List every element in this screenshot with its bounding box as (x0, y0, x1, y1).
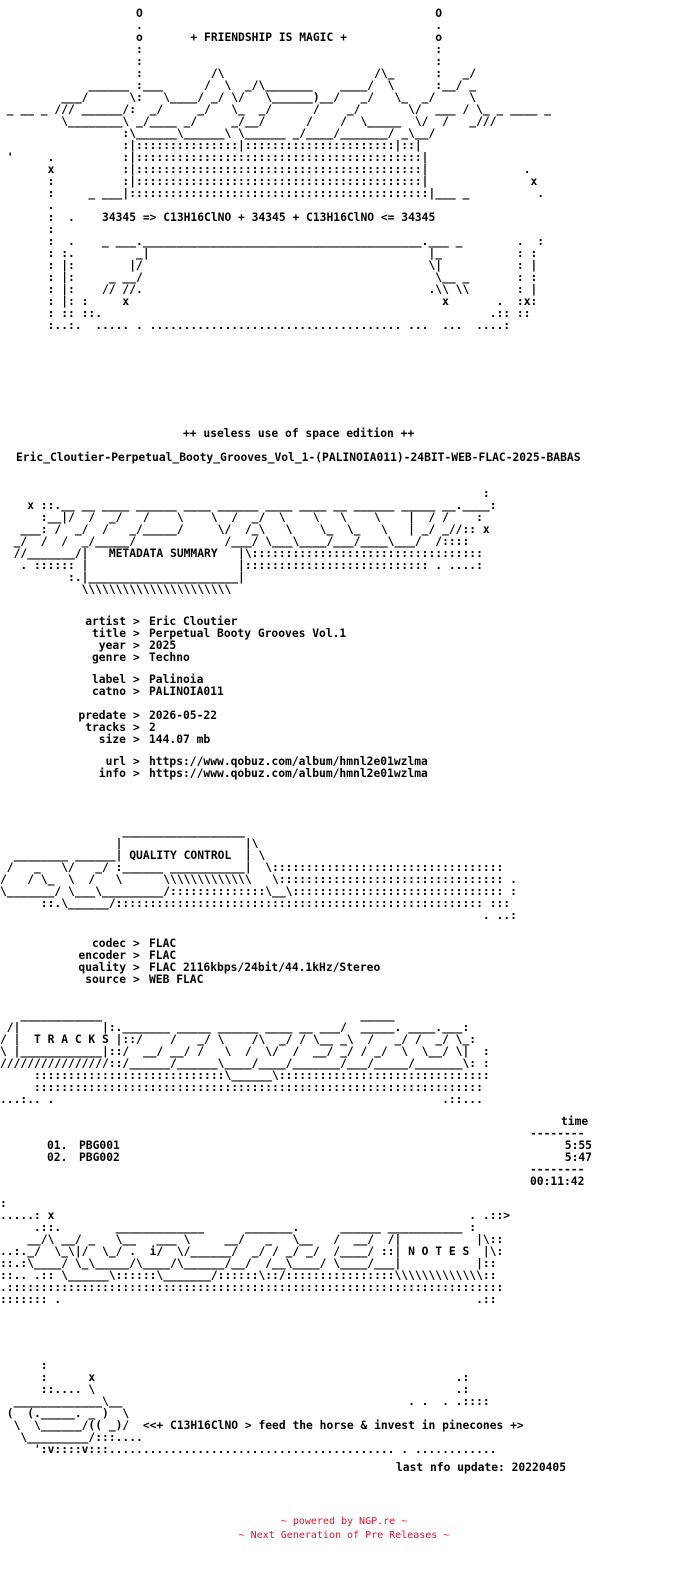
header-ascii-art: O O . . o + FRIENDSHIP IS MAGIC + o : : : : : /\ /\_ : _/ ______ :___ / \ _/\_______ ____/ \ :__/ _ ___/ \: \____/ _/ \/ \______)__/ _/ \_ _/ \ _ __ _ /// ______/: _/ _/ \_ _/ / _/ \/ ___ / \_ _ ____ _ \________\ _/____ _/ _/__/ / / \_____ \/ / _/// :\______\______\ \______ _/____/_______/ _\__/ :|:::::::::::::::|::::::::::::::::::::::|::| ' . :|::::::::::::::::::::::::::::::::::::::::::| x :|::::::::::::::::::::::::::::::::::::::::::| . : :|::::::::::::::::::::::::::::::::::::::::::| x : _ ___|::::::::::::::::::::::::::::::::::::::::::::|___ _ . . : . 34345 => C13H16ClNO + 34345 + C13H16ClNO <= 34345 : : . _ ___._________________________________________.___ _ . : : :. _| |_ : : : |: |/ \| : | : |: _ __/ \__ _ : : : |: // //. .\\ \\ : | : |: : x x . :x: : :: ::. .:: :: :..:. ..... . ..................................... ... ... ....: (6, 7, 551, 332)
meta-key-genre: genre (91, 651, 126, 664)
meta-value-year: 2025 (149, 639, 177, 652)
footer-tagline-text: ~ Next Generation of Pre Releases ~ (238, 1530, 450, 1541)
meta-separator: > (133, 627, 140, 640)
meta-value-info[interactable]: https://www.qobuz.com/album/hmnl2e01wzlma (149, 767, 428, 780)
meta-separator: > (133, 767, 140, 780)
track-number: 01. (47, 1139, 68, 1152)
quality-key-encoder: encoder (78, 949, 126, 962)
meta-key-year: year (98, 639, 126, 652)
quality-key-codec: codec (91, 937, 126, 950)
meta-value-catno: PALINOIA011 (149, 685, 224, 698)
track-title: PBG002 (79, 1151, 120, 1164)
meta-key-size: size (98, 733, 126, 746)
meta-key-url: url (105, 755, 126, 768)
meta-separator: > (133, 615, 140, 628)
quality-key-quality: quality (78, 961, 126, 974)
meta-separator: > (133, 709, 140, 722)
tracks-total-rule: -------- (530, 1163, 585, 1176)
quality-value-source: WEB FLAC (149, 973, 204, 986)
tracks-time-header: time (561, 1115, 589, 1128)
meta-value-genre: Techno (149, 651, 190, 664)
meta-value-url[interactable]: https://www.qobuz.com/album/hmnl2e01wzlma (149, 755, 428, 768)
meta-key-info: info (98, 767, 126, 780)
meta-separator: > (133, 639, 140, 652)
notes-footer-art: : : x .: ::.... \ .: _____________\__ . . . .:::: ( (._____. _ ) \ \ \______/(( _)/ <<+ C13H16ClNO > feed the horse & invest in pinecones +> \_________/:::.... ':v::::v:::.......................................... . ............ (6, 1359, 524, 1456)
ngp-link[interactable]: ~ powered by NGP.re ~ (280, 1516, 408, 1527)
meta-value-label: Palinoia (149, 673, 204, 686)
meta-key-artist: artist (85, 615, 126, 628)
tracks-total-time: 00:11:42 (530, 1175, 585, 1188)
track-time: 5:55 (564, 1139, 592, 1152)
quality-separator: > (133, 973, 140, 986)
meta-key-tracks: tracks (85, 721, 126, 734)
meta-value-title: Perpetual Booty Grooves Vol.1 (149, 627, 347, 640)
track-time: 5:47 (564, 1151, 592, 1164)
meta-separator: > (133, 721, 140, 734)
footer-tagline (0, 1530, 688, 1542)
edition-line: ++ useless use of space edition ++ (183, 427, 415, 440)
meta-value-predate: 2026-05-22 (149, 709, 218, 722)
quality-value-codec: FLAC (149, 937, 177, 950)
meta-separator: > (133, 651, 140, 664)
tracks-time-rule: -------- (530, 1127, 585, 1140)
quality-separator: > (133, 949, 140, 962)
meta-value-size: 144.07 mb (149, 733, 211, 746)
meta-separator: > (133, 673, 140, 686)
meta-separator: > (133, 755, 140, 768)
quality-control-banner: __________________ | |\ ________ ______| QUALITY CONTROL | \ / _ \/ _/ :______ ___________| \:::::::::::::::::::::::::::::::::: / / \_ \ / \ \\\\\\\\\\\\\ \::::::::::::::::::::::::::::::::: . \_______/ \___\_________/::::::::::::::\__\::::::::::::::::::::::::::::::: : ::.\______/:::::::::::::::::::::::::::::::::::::::::::::::::::::: ::: . ..: (0, 825, 517, 922)
meta-key-title: title (91, 627, 126, 640)
track-title: PBG001 (79, 1139, 120, 1152)
tracks-banner: ____________ _____ /| |:._______ _____ ______ ____ __ ___/ _____. ____.___: / | T R A C K S |::/ / _/ \ /\ _/ / \__ _\ / _/ / _/ \_: \ |____________|::/ __/ __/ / \ / \/ / __/ _/ / _/ \ \__/ \| : ////////////////::/______/______\____/____/_______/___/_____/_______\: : ::::::::::::::::::::::::::::\______\::::::::::::::::::::::::::::::: :::::::::::::::::::::::::::::::::::::::::::::::::::::::::::::::::: ...:.. . .::... (0, 1009, 490, 1106)
quality-key-source: source (85, 973, 126, 986)
meta-separator: > (133, 733, 140, 746)
metadata-summary-banner: : x ::.__ __ ____ ______ ____ ______ ____ ____ __ ______ _____ __.____: :__|/ / _/ / \ \ / _/ \ \ \ \ | / / : ___: / _/ / _/_____/ \/ /_\ \ \_ \_ \ | _/ _//:: x _/ / / _/_____/ /___/ \___\____/___/____\___/ /:::: //_______/| METADATA SUMMARY |\:::::::::::::::::::::::::::::::::: . :::::: | |::::::::::::::::::::::::::: . ....: :.|______________________| \\\\\\\\\\\\\\\\\\\\\\ (13, 487, 497, 596)
meta-key-catno: catno (91, 685, 126, 698)
footer-powered-by[interactable] (0, 1516, 688, 1528)
last-update: last nfo update: 20220405 (396, 1461, 567, 1474)
meta-value-artist: Eric Cloutier (149, 615, 238, 628)
quality-separator: > (133, 961, 140, 974)
meta-key-label: label (91, 673, 126, 686)
meta-key-predate: predate (78, 709, 126, 722)
quality-value-encoder: FLAC (149, 949, 177, 962)
release-name: Eric_Cloutier-Perpetual_Booty_Grooves_Vol_1-(PALINOIA011)-24BIT-WEB-FLAC-2025-BABAS (16, 451, 581, 464)
meta-separator: > (133, 685, 140, 698)
quality-value-quality: FLAC 2116kbps/24bit/44.1kHz/Stereo (149, 961, 381, 974)
meta-value-tracks: 2 (149, 721, 156, 734)
notes-banner: : .....: x . .::> .::. _____________ _______. ______ ___________ : __/\ __/ _ \__ ___ \ __/ _ \__ / __/ /| |\:: ..:._/ \_\|/ \_/ . i/ \/______/ _/ / _/ _/ /____/ ::| N O T E S |\: ::.:\____/ \_\_____/\____/\______/__/ /__\____/ \____/___| |:: ::.. .:: \______\::::::\_______/::::::\::/::::::::::::::::\\\\\\\\\\\\\:: .::::::::::::::::::::::::::::::::::::::::::::::::::::::::::::::::::::::::: ::::::: . .:: (0, 1197, 511, 1306)
quality-separator: > (133, 937, 140, 950)
track-number: 02. (47, 1151, 68, 1164)
